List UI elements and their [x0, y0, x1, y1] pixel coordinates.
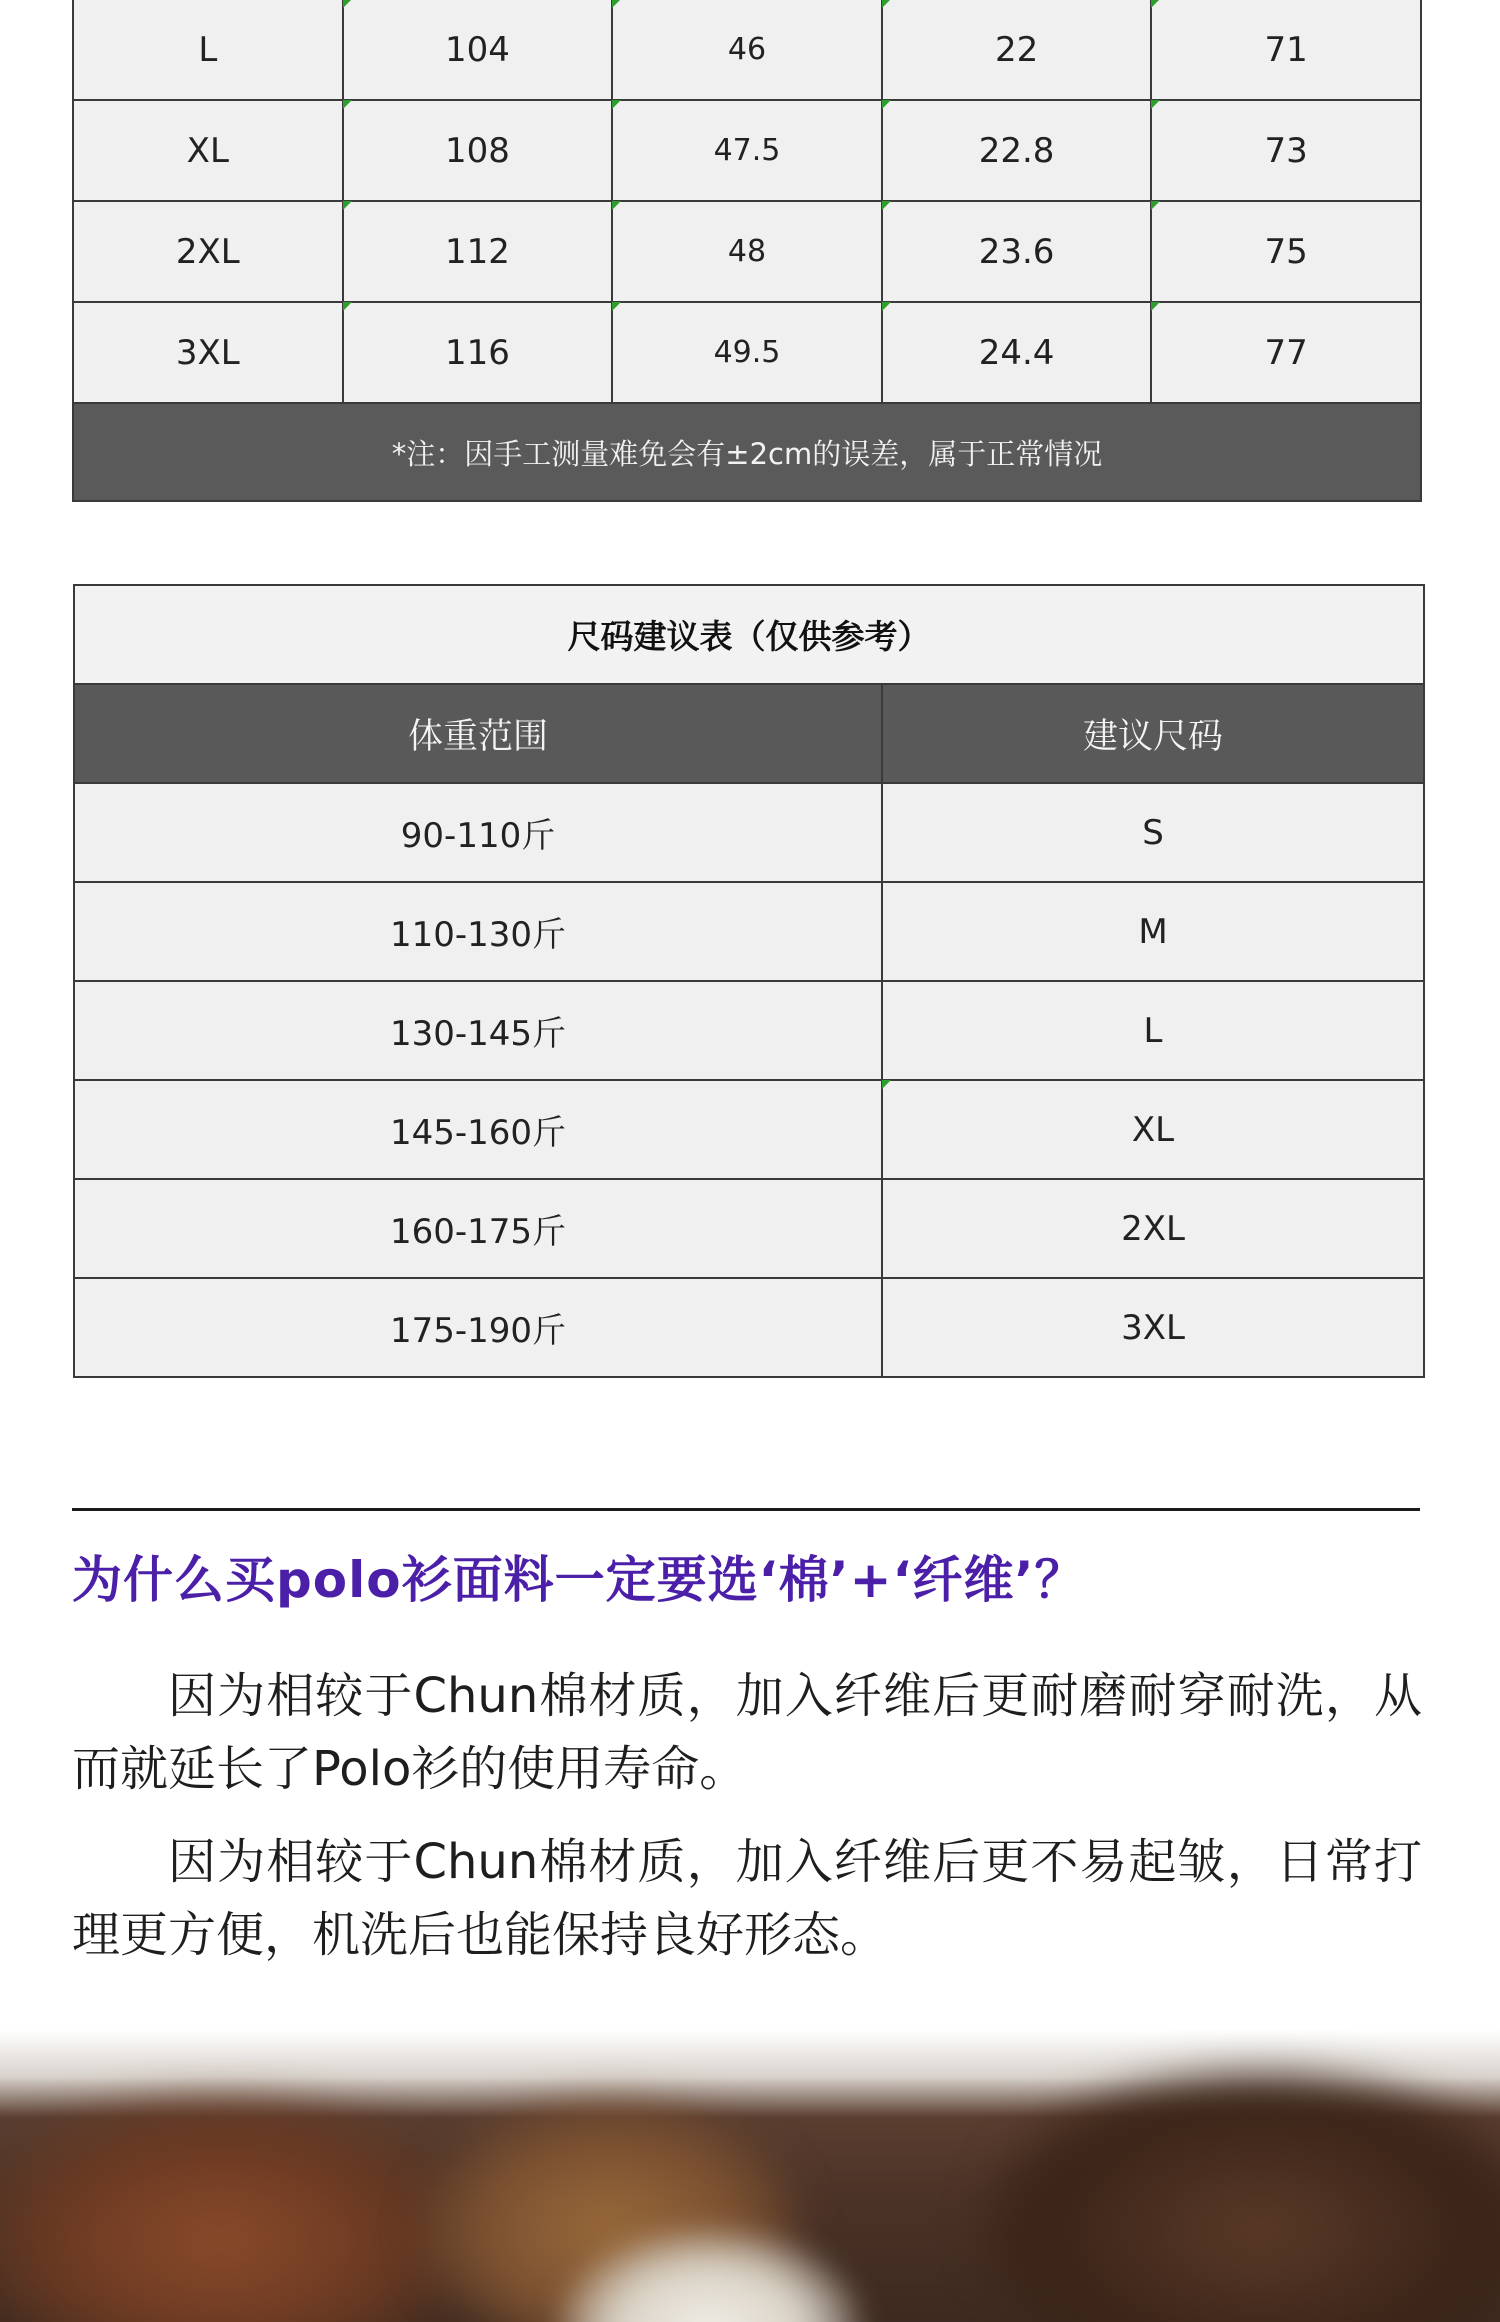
- measure-cell: 46: [612, 0, 882, 100]
- size-cell: XL: [73, 100, 343, 201]
- measure-cell: 22.8: [882, 100, 1152, 201]
- size-cell: XL: [882, 1080, 1424, 1179]
- measurement-table: [72, 0, 1422, 502]
- measure-cell: 23.6: [882, 201, 1152, 302]
- table-row: [74, 1179, 1424, 1278]
- measure-cell: 75: [1151, 201, 1421, 302]
- size-cell: 3XL: [73, 302, 343, 403]
- weight-cell: 175-190斤: [74, 1278, 882, 1377]
- measure-cell: 116: [343, 302, 613, 403]
- size-guide-header-row: [74, 684, 1424, 783]
- section-divider: [72, 1508, 1420, 1511]
- column-header-weight: 体重范围: [74, 684, 882, 783]
- fabric-section-heading: 为什么买polo衫面料一定要选‘棉’+‘纤维’？: [72, 1551, 1086, 1609]
- table-row: [74, 783, 1424, 882]
- measure-cell: 48: [612, 201, 882, 302]
- measure-cell: 24.4: [882, 302, 1152, 403]
- measure-cell: 112: [343, 201, 613, 302]
- column-header-size: 建议尺码: [882, 684, 1424, 783]
- size-guide-table: [73, 584, 1425, 1378]
- size-cell: 2XL: [73, 201, 343, 302]
- size-guide-title-row: [74, 585, 1424, 684]
- measure-cell: 71: [1151, 0, 1421, 100]
- measure-cell: 104: [343, 0, 613, 100]
- measure-cell: 73: [1151, 100, 1421, 201]
- size-cell: L: [73, 0, 343, 100]
- weight-cell: 90-110斤: [74, 783, 882, 882]
- fabric-paragraph: 因为相较于Chun棉材质，加入纤维后更不易起皱，日常打理更方便，机洗后也能保持良好形态。: [72, 1834, 1422, 1963]
- size-guide-title: 尺码建议表（仅供参考）: [74, 585, 1424, 684]
- table-row: [74, 1278, 1424, 1377]
- measure-cell: 108: [343, 100, 613, 201]
- table-row: [73, 302, 1421, 403]
- table-row: [73, 0, 1421, 100]
- table-row: [74, 882, 1424, 981]
- table-row: [73, 100, 1421, 201]
- note-row: [73, 403, 1421, 501]
- table-row: [74, 981, 1424, 1080]
- blurred-product-photo: [0, 2030, 1500, 2322]
- measure-cell: 47.5: [612, 100, 882, 201]
- measurement-note: *注：因手工测量难免会有±2cm的误差，属于正常情况: [73, 403, 1421, 501]
- weight-cell: 110-130斤: [74, 882, 882, 981]
- size-cell: S: [882, 783, 1424, 882]
- fabric-paragraph: 因为相较于Chun棉材质，加入纤维后更耐磨耐穿耐洗，从而就延长了Polo衫的使用寿命。: [72, 1668, 1422, 1797]
- weight-cell: 160-175斤: [74, 1179, 882, 1278]
- measure-cell: 22: [882, 0, 1152, 100]
- table-row: [73, 201, 1421, 302]
- table-row: [74, 1080, 1424, 1179]
- size-cell: 2XL: [882, 1179, 1424, 1278]
- measure-cell: 77: [1151, 302, 1421, 403]
- size-cell: 3XL: [882, 1278, 1424, 1377]
- weight-cell: 130-145斤: [74, 981, 882, 1080]
- size-cell: M: [882, 882, 1424, 981]
- weight-cell: 145-160斤: [74, 1080, 882, 1179]
- size-cell: L: [882, 981, 1424, 1080]
- measure-cell: 49.5: [612, 302, 882, 403]
